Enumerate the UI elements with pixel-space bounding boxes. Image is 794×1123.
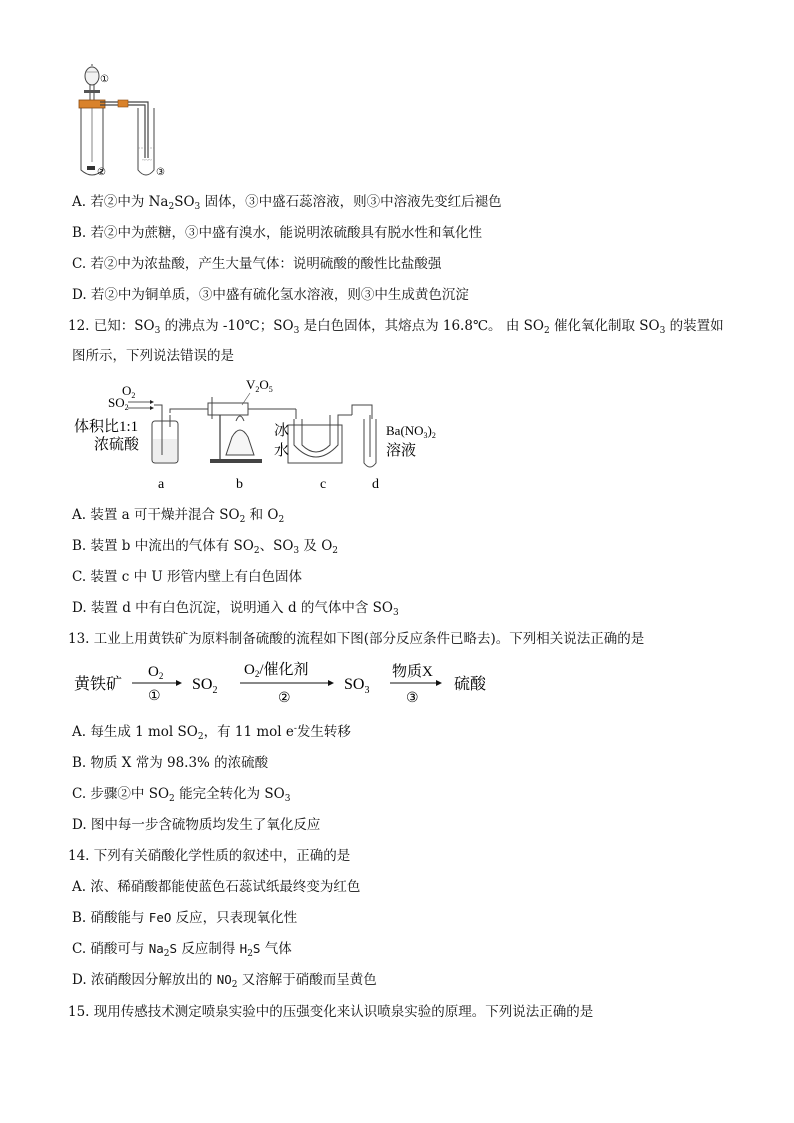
svg-text:黄铁矿: 黄铁矿 <box>74 676 123 693</box>
svg-text:V2O5: $V_2O_5$ <box>246 377 273 394</box>
q11-option-b: B. 若②中为蔗糖，③中盛有溴水，能说明浓硫酸具有脱水性和氧化性 <box>72 225 483 241</box>
q14-option-a: A. 浓、稀硝酸都能使蓝色石蕊试纸最终变为红色 <box>72 879 361 895</box>
solution-label: 溶液 <box>386 443 417 459</box>
q15-stem: 15. 现用传感技术测定喷泉实验中的压强变化来认识喷泉实验的原理。下列说法正确的是 <box>68 1004 594 1020</box>
q12-option-c: C. 装置 c 中 U 形管内壁上有白色固体 <box>72 569 303 585</box>
q11-option-c: C. 若②中为浓盐酸，产生大量气体：说明硫酸的酸性比盐酸强 <box>72 256 442 272</box>
q13-option-c: C. 步骤②中 $SO_2$ 能完全转化为 $SO_3$ <box>72 786 291 804</box>
svg-text:O2: $O_2$ <box>148 664 164 681</box>
q11-option-d: D. 若②中为铜单质，③中盛有硫化氢水溶液，则③中生成黄色沉淀 <box>72 287 469 303</box>
q13-option-a: A. 每生成 1 mol $SO_2$，有 11 mol e-发生转移 <box>72 724 351 742</box>
q12-stem-line1: 12. 已知：$SO_3$ 的沸点为 -10℃；$SO_3$ 是白色固体，其熔点为 16.8℃。 由 $SO_2$ 催化氧化制取 $SO_3$ 的装置如 <box>68 318 724 336</box>
q13-option-b: B. 物质 X 常为 98.3% 的浓硫酸 <box>72 755 269 771</box>
label-c: c <box>320 477 327 492</box>
apparatus-figure-1 <box>70 62 180 186</box>
ratio-label: 体积比1:1 <box>74 419 139 435</box>
q14-stem: 14. 下列有关硝酸化学性质的叙述中，正确的是 <box>68 848 351 864</box>
svg-text:SO3: $SO_3$ <box>344 676 370 696</box>
q12-option-b: B. 装置 b 中流出的气体有 $SO_2$、$SO_3$ 及 $O_2$ <box>72 538 339 556</box>
svg-text:Ba(NO3)2: $Ba(NO_3)_2$ <box>386 423 436 440</box>
svg-text:硫酸: 硫酸 <box>454 676 487 693</box>
q12-stem-line2: 图所示，下列说法错误的是 <box>72 348 234 364</box>
q12-option-a: A. 装置 a 可干燥并混合 $SO_2$ 和 $O_2$ <box>72 507 285 525</box>
apparatus-figure-2 <box>70 375 470 497</box>
svg-text:①: ① <box>148 689 161 704</box>
ice-label-2: 水 <box>274 443 290 459</box>
svg-text:O2/催化剂: $O_2/$催化剂 <box>244 662 309 679</box>
q11-option-a: A. 若②中为 $Na_2SO_3$ 固体，③中盛石蕊溶液，则③中溶液先变红后褪色 <box>72 194 502 212</box>
q13-stem: 13. 工业上用黄铁矿为原料制备硫酸的流程如下图(部分反应条件已略去)。下列相关说法正确的是 <box>68 631 645 647</box>
q13-flow-diagram <box>72 656 512 706</box>
svg-text:SO2: $SO_2$ <box>108 395 129 412</box>
conc-acid-label: 浓硫酸 <box>94 437 140 453</box>
svg-text:O2: $O_2$ <box>122 383 136 400</box>
svg-text:③: ③ <box>406 691 419 706</box>
q12-option-d: D. 装置 d 中有白色沉淀，说明通入 d 的气体中含 $SO_3$ <box>72 600 399 618</box>
q13-option-d: D. 图中每一步含硫物质均发生了氧化反应 <box>72 817 321 833</box>
label-b: b <box>236 477 243 492</box>
label-d: d <box>372 477 379 492</box>
label-2: ② <box>97 167 106 178</box>
q14-option-d: D. 浓硝酸因分解放出的 $NO_2$ 又溶解于硝酸而呈黄色 <box>72 972 377 990</box>
svg-text:②: ② <box>278 691 291 706</box>
svg-text:~~~: ~~~ <box>142 158 152 164</box>
ice-label-1: 冰 <box>274 423 290 439</box>
q14-option-c: C. 硝酸可与 $Na_2S$ 反应制得 $H_2S$ 气体 <box>72 941 292 959</box>
label-a: a <box>158 477 165 492</box>
label-3: ③ <box>156 167 165 178</box>
label-1: ① <box>100 74 109 85</box>
svg-text:SO2: $SO_2$ <box>192 676 218 696</box>
q14-option-b: B. 硝酸能与 FeO 反应，只表现氧化性 <box>72 910 298 926</box>
svg-text:物质X: 物质X <box>392 664 433 680</box>
